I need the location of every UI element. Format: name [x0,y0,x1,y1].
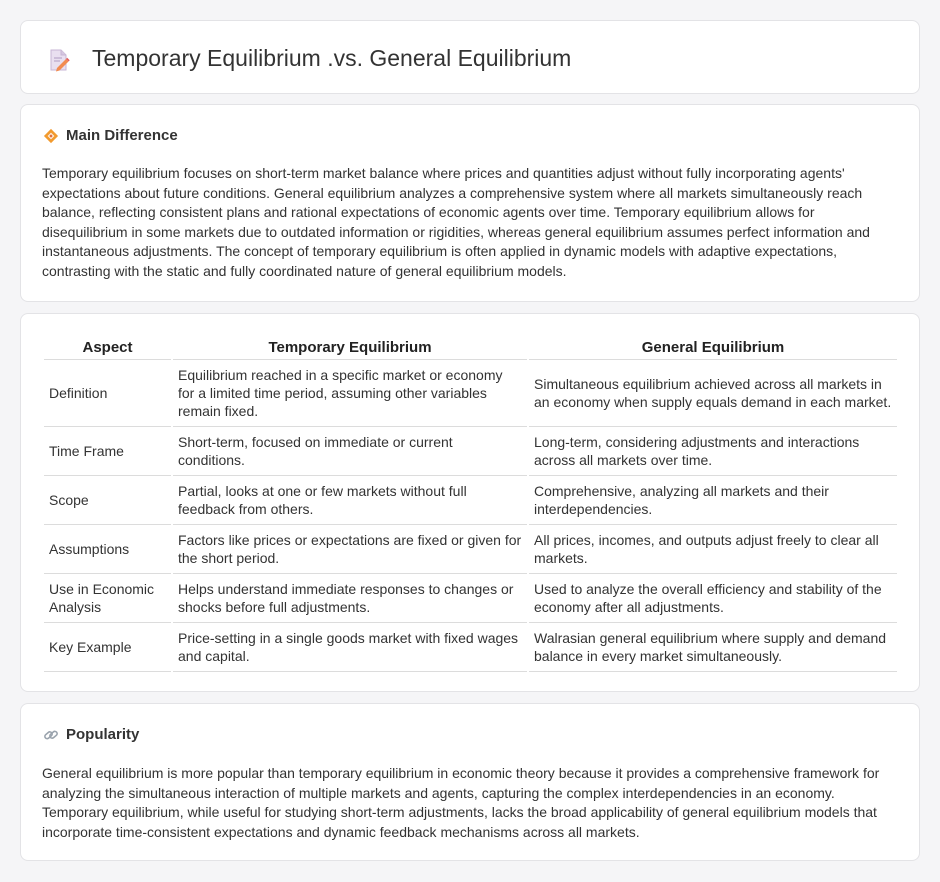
diamond-sign-icon [43,128,59,144]
general-cell: Comprehensive, analyzing all markets and their interdependencies. [529,476,897,525]
popularity-text: General equilibrium is more popular than temporary equilibrium in economic theory because it provides a comprehensive framework for analyzing the simultaneous interaction of multiple markets and agents, capturing the complex interdependencies in an economy. Temporary equilibrium, while useful for studying short-term adjustments, lacks the broad applicability of general equilibrium models that incorporate time-consistent expectations and dynamic feedback mechanisms across all markets. [42,765,880,840]
table-row [44,525,897,574]
main-difference-section [20,104,920,302]
document-pencil-icon [48,48,70,72]
main-difference-text: Temporary equilibrium focuses on short-term market balance where prices and quantities adjust without fully incorporating agents' expectations about future conditions. General equilibrium analyzes a comprehensive system where all markets simultaneously reach balance, reflecting consistent plans and rational expectations of economic agents over time. Temporary equilibrium allows for disequilibrium in some markets due to outdated information or rigidities, whereas general equilibrium assumes perfect information and instantaneous adjustments. The concept of temporary equilibrium is often applied in dynamic models with adaptive expectations, contrasting with the static and fully coordinated nature of general equilibrium models. [42,165,870,279]
table-header-row [44,336,897,360]
temporary-cell: Helps understand immediate responses to changes or shocks before full adjustments. [173,574,527,623]
aspect-cell: Definition [44,360,171,427]
comparison-table [42,336,899,672]
link-icon [43,727,59,743]
table-row [44,476,897,525]
general-cell: Walrasian general equilibrium where supply and demand balance in every market simultaneously. [529,623,897,672]
general-cell: Simultaneous equilibrium achieved across all markets in an economy when supply equals demand in each market. [529,360,897,427]
general-cell: All prices, incomes, and outputs adjust freely to clear all markets. [529,525,897,574]
temporary-cell: Partial, looks at one or few markets without full feedback from others. [173,476,527,525]
general-cell: Long-term, considering adjustments and interactions across all markets over time. [529,427,897,476]
aspect-cell: Assumptions [44,525,171,574]
header-aspect: Aspect [44,336,171,360]
temporary-cell: Short-term, focused on immediate or current conditions. [173,427,527,476]
aspect-cell: Use in Economic Analysis [44,574,171,623]
aspect-cell: Key Example [44,623,171,672]
page-title: Temporary Equilibrium .vs. General Equilibrium [92,45,572,71]
temporary-cell: Factors like prices or expectations are fixed or given for the short period. [173,525,527,574]
temporary-cell: Price-setting in a single goods market with fixed wages and capital. [173,623,527,672]
aspect-cell: Scope [44,476,171,525]
table-row [44,360,897,427]
aspect-cell: Time Frame [44,427,171,476]
title-card [20,20,920,94]
main-difference-heading [43,127,178,144]
temporary-cell: Equilibrium reached in a specific market or economy for a limited time period, assuming other variables remain fixed. [173,360,527,427]
header-temporary: Temporary Equilibrium [173,336,527,360]
table-row [44,623,897,672]
popularity-heading [43,726,139,743]
table-row [44,427,897,476]
general-cell: Used to analyze the overall efficiency and stability of the economy after all adjustments. [529,574,897,623]
popularity-section [20,703,920,861]
table-row [44,574,897,623]
comparison-section [20,313,920,692]
main-difference-title: Main Difference [66,127,178,144]
header-general: General Equilibrium [529,336,897,360]
popularity-title: Popularity [66,726,140,743]
